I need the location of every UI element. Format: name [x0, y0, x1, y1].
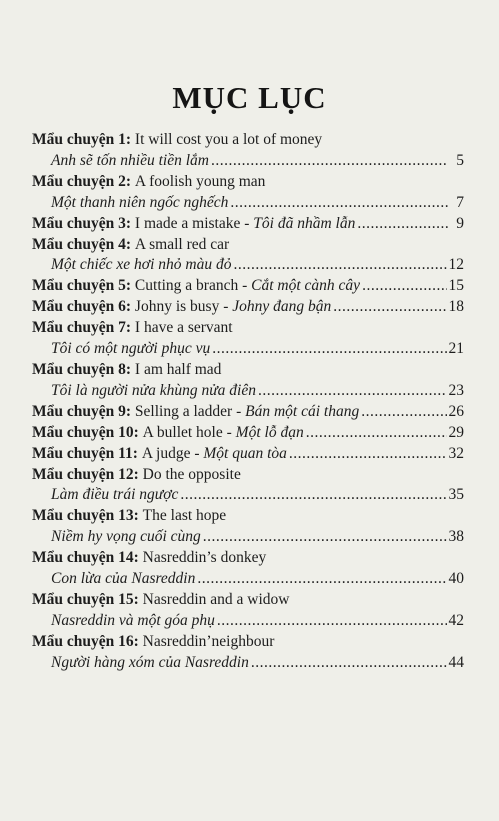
toc-entry — [32, 548, 464, 590]
title-separator: - — [222, 423, 236, 441]
title-separator: - — [232, 402, 246, 420]
dot-leader — [357, 214, 448, 235]
dot-leader — [258, 381, 447, 402]
toc-entry — [32, 590, 464, 632]
entry-label: Mẩu chuyện 9: — [32, 402, 132, 420]
entry-label: Mẩu chuyện 11: — [32, 444, 138, 462]
title-separator: - — [240, 214, 254, 232]
entry-page-number: 40 — [448, 570, 464, 588]
entry-label: Mẩu chuyện 7: — [32, 319, 132, 337]
entry-page-number: 35 — [448, 486, 464, 504]
entry-page-number: 26 — [448, 402, 464, 420]
entry-page-number: 38 — [448, 528, 464, 546]
entry-english-title: Cutting a branch — [134, 277, 239, 295]
entry-vietnamese-title: Người hàng xóm của Nasreddin — [51, 653, 249, 671]
entry-english-title: I have a servant — [134, 319, 233, 337]
entry-english-title: I am half mad — [134, 360, 222, 378]
entry-vietnamese-title: Một thanh niên ngốc nghếch — [51, 193, 229, 211]
toc-entry — [32, 465, 464, 507]
dot-leader — [212, 339, 446, 360]
toc-entry — [32, 235, 464, 277]
dot-leader — [362, 276, 446, 297]
dot-leader — [289, 444, 447, 465]
entry-vietnamese-title: Nasreddin và một góa phụ — [51, 611, 215, 629]
entry-label: Mẩu chuyện 15: — [32, 590, 139, 608]
toc-entry — [32, 423, 464, 444]
entry-page-number: 15 — [448, 277, 464, 295]
entry-label: Mẩu chuyện 6: — [32, 298, 132, 316]
entry-vietnamese-title: Một quan tòa — [203, 444, 287, 462]
entry-vietnamese-title: Tôi là người nửa khùng nửa điên — [51, 381, 256, 399]
toc-entry — [32, 276, 464, 297]
dot-leader — [217, 611, 447, 632]
dot-leader — [306, 423, 447, 444]
entry-english-title: A bullet hole — [142, 423, 223, 441]
entry-page-number: 12 — [448, 256, 464, 274]
entry-page-number: 18 — [448, 298, 464, 316]
entry-label: Mẩu chuyện 13: — [32, 507, 139, 525]
entry-label: Mẩu chuyện 3: — [32, 214, 132, 232]
entry-label: Mẩu chuyện 5: — [32, 277, 132, 295]
toc-entry — [32, 444, 464, 465]
dot-leader — [361, 402, 446, 423]
entry-page-number: 42 — [448, 611, 464, 629]
entry-page-number: 7 — [456, 193, 464, 211]
dot-leader — [180, 485, 446, 506]
dot-leader — [251, 653, 447, 674]
toc-entry — [32, 506, 464, 548]
entry-vietnamese-title: Con lừa của Nasreddin — [51, 570, 196, 588]
entry-english-title: A judge — [141, 444, 191, 462]
toc-entry — [32, 318, 464, 360]
toc-entry — [32, 172, 464, 214]
dot-leader — [211, 151, 448, 172]
entry-page-number: 21 — [448, 340, 464, 358]
entry-english-title: Selling a ladder — [134, 402, 233, 420]
toc-entry — [32, 297, 464, 318]
entry-vietnamese-title: Tôi đã nhầm lẫn — [253, 214, 356, 232]
table-of-contents — [32, 130, 464, 674]
page-title: MỤC LỤC — [172, 80, 327, 115]
entry-label: Mẩu chuyện 16: — [32, 632, 139, 650]
title-separator: - — [190, 444, 204, 462]
entry-english-title: Nasreddin’s donkey — [142, 549, 267, 567]
entry-page-number: 23 — [448, 381, 464, 399]
entry-label: Mẩu chuyện 10: — [32, 423, 139, 441]
entry-vietnamese-title: Niềm hy vọng cuối cùng — [51, 528, 201, 546]
entry-english-title: I made a mistake — [134, 214, 241, 232]
entry-vietnamese-title: Tôi có một người phục vụ — [51, 340, 211, 358]
dot-leader — [233, 255, 446, 276]
entry-vietnamese-title: Bán một cái thang — [245, 402, 360, 420]
toc-entry — [32, 402, 464, 423]
entry-vietnamese-title: Một lỗ đạn — [235, 423, 304, 441]
entry-label: Mẩu chuyện 1: — [32, 131, 132, 148]
title-separator: - — [238, 277, 252, 295]
entry-label: Mẩu chuyện 4: — [32, 235, 132, 253]
entry-vietnamese-title: Johny đang bận — [232, 298, 332, 316]
entry-label: Mẩu chuyện 12: — [32, 465, 139, 483]
entry-label: Mẩu chuyện 14: — [32, 549, 139, 567]
entry-english-title: A small red car — [134, 235, 230, 253]
toc-entry — [32, 632, 464, 674]
entry-page-number: 32 — [448, 444, 464, 462]
entry-english-title: Nasreddin and a widow — [142, 590, 290, 608]
dot-leader — [197, 569, 446, 590]
entry-english-title: It will cost you a lot of money — [134, 131, 323, 148]
entry-vietnamese-title: Làm điều trái ngược — [51, 486, 179, 504]
entry-english-title: The last hope — [142, 507, 227, 525]
entry-vietnamese-title: Cắt một cành cây — [251, 277, 361, 295]
toc-entry — [32, 130, 464, 172]
entry-page-number: 44 — [448, 653, 464, 671]
toc-entry — [32, 214, 464, 235]
entry-english-title: A foolish young man — [134, 172, 266, 190]
entry-english-title: Do the opposite — [142, 465, 241, 483]
entry-page-number: 5 — [456, 151, 464, 169]
dot-leader — [230, 193, 448, 214]
entry-page-number: 29 — [448, 423, 464, 441]
entry-label: Mẩu chuyện 2: — [32, 172, 132, 190]
entry-label: Mẩu chuyện 8: — [32, 360, 132, 378]
entry-english-title: Johny is busy — [134, 298, 220, 316]
entry-vietnamese-title: Một chiếc xe hơi nhỏ màu đỏ — [51, 256, 232, 274]
toc-entry — [32, 360, 464, 402]
dot-leader — [203, 527, 447, 548]
title-separator: - — [219, 298, 233, 316]
dot-leader — [333, 297, 446, 318]
entry-english-title: Nasreddin’neighbour — [142, 632, 275, 650]
entry-page-number: 9 — [456, 214, 464, 232]
entry-vietnamese-title: Anh sẽ tốn nhiều tiền lắm — [51, 151, 209, 169]
